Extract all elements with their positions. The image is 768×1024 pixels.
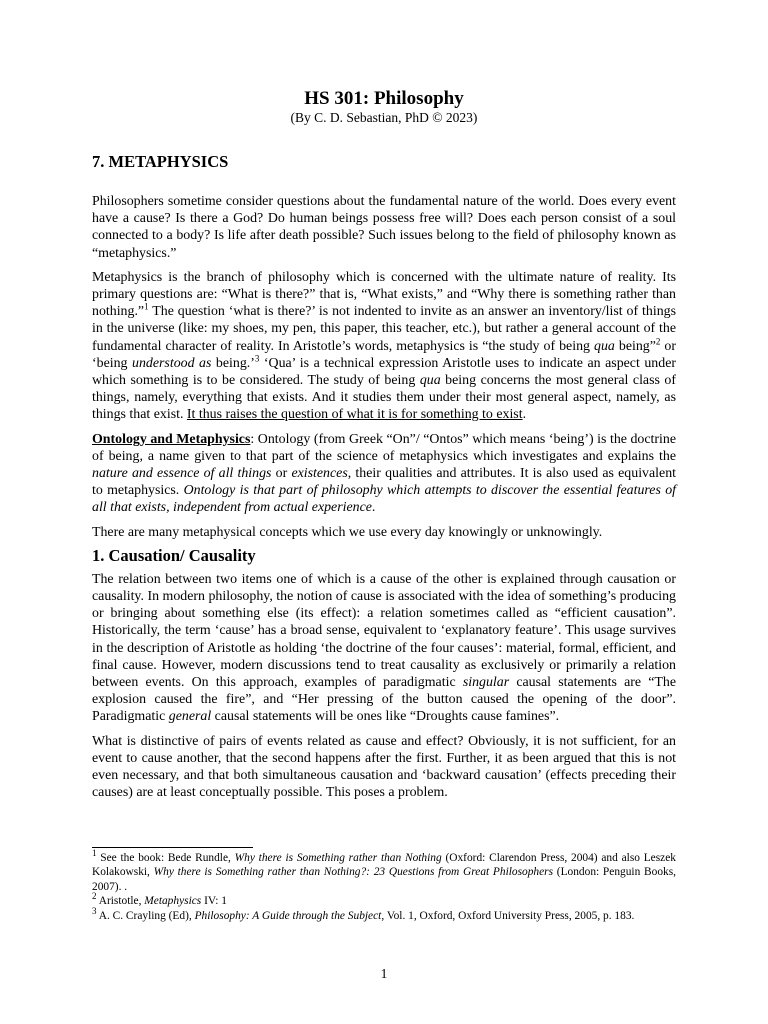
paragraph-ontology: Ontology and Metaphysics: Ontology (from Greek “On”/ “Ontos” which means ‘being’) is the doctrine of being, a name given to that part of the science of metaphysics which investigates and explains the nature and essence of all things or existences, their qualities and attributes. It is also used as equivalent to metaphysics. Ontology is that part of philosophy which attempts to discover the essential features of all that exists, independent from actual experience.	[92, 431, 677, 516]
paragraph-causation: The relation between two items one of which is a cause of the other is explained through causation or causality. In modern philosophy, the notion of cause is associated with the idea of something’s producing or bringing about something else (its effect): a relation sometimes called as “efficient causation”. Historically, the term ‘cause’ has a broad sense, equivalent to ‘explanatory feature’. This usage survives in the description of Aristotle as holding ‘the doctrine of the four causes’: material, formal, efficient, and final cause. However, modern discussions tend to treat causality as exclusively or primarily a relation between events. On this approach, examples of paradigmatic singular causal statements are “The explosion caused the fire”, and “Her pressing of the button caused the opening of the door”. Paradigmatic general causal statements will be ones like “Droughts cause famines”.	[92, 571, 676, 725]
footnote-1: $^1$ See the book: Bede Rundle, Why there is Something rather than Nothing (Oxford: Clarendon Press, 2004) and also Leszek Kolakowski, Why there is Something rather than Nothing?: 23 Questions from Great Philosophers (London: Penguin Books, 2007). .	[92, 848, 676, 893]
section-heading-block	[92, 152, 676, 172]
footnote-2: $^2$ Aristotle, Metaphysics IV: 1	[92, 891, 227, 908]
footnote-divider	[92, 847, 253, 848]
subsection-heading: 1. Causation/ Causality	[92, 545, 256, 565]
header	[92, 88, 676, 126]
body-text	[92, 193, 676, 802]
footnote-3: $^3$ A. C. Crayling (Ed), Philosophy: A Guide through the Subject, Vol. 1, Oxford, Oxford University Press, 2005, p. 183.	[92, 905, 635, 922]
footnote-ref-1[interactable]: 1	[144, 301, 149, 312]
paragraph-intro: Philosophers sometime consider questions about the fundamental nature of the world. Does every event have a cause? Is there a God? Do human beings possess free will? Does each person consist of a soul connected to a body? Is life after death possible? Such issues belong to the field of philosophy known as “metaphysics.”	[92, 194, 676, 261]
ontology-label: Ontology and Metaphysics	[92, 431, 251, 447]
underlined-sentence: It thus raises the question of what it is for something to exist	[186, 407, 523, 423]
author-byline: (By C. D. Sebastian, PhD © 2023)	[290, 110, 478, 125]
paragraph-cause-effect: What is distinctive of pairs of events related as cause and effect? Obviously, it is not sufficient, for an event to cause another, that the second happens after the first. Further, it as been argued that this is not even necessary, and that both simultaneous causation and ‘backward causation’ (effects preceding their causes) are at least conceptually possible. This poses a problem.	[92, 733, 676, 801]
paragraph-metaphysics-definition: Metaphysics is the branch of philosophy which is concerned with the ultimate nature of reality. Its primary questions are: “What is there?” that is, “What exists,” and “Why there is something rather than nothing.”$^1$ The question ‘what is there?’ is not indented to invite as an answer an inventory/list of things in the universe (like: my shoes, my pen, this paper, this teacher, etc.), but rather a general account of the fundamental character of reality. In Aristotle’s words, metaphysics is “the study of being qua being”$^2$ or ‘being understood as being.’$^3$ ‘Qua’ is a technical expression Aristotle uses to indicate an aspect under which something is to be considered. The study of being qua being concerns the most general class of things, namely, everything that exists. And it studies them under their most general aspect, namely, as things that exist. It thus raises the question of what it is for something to exist.	[92, 269, 677, 423]
footnote-ref-3[interactable]: 3	[254, 353, 260, 364]
document-title: HS 301: Philosophy	[304, 88, 464, 109]
footnote-ref-2[interactable]: 2	[655, 336, 661, 346]
paragraph-concepts: There are many metaphysical concepts which we use every day knowingly or unknowingly.	[92, 524, 603, 540]
footnotes	[92, 848, 676, 923]
section-heading: 7. METAPHYSICS	[92, 152, 229, 171]
page-number: 1	[380, 966, 388, 981]
